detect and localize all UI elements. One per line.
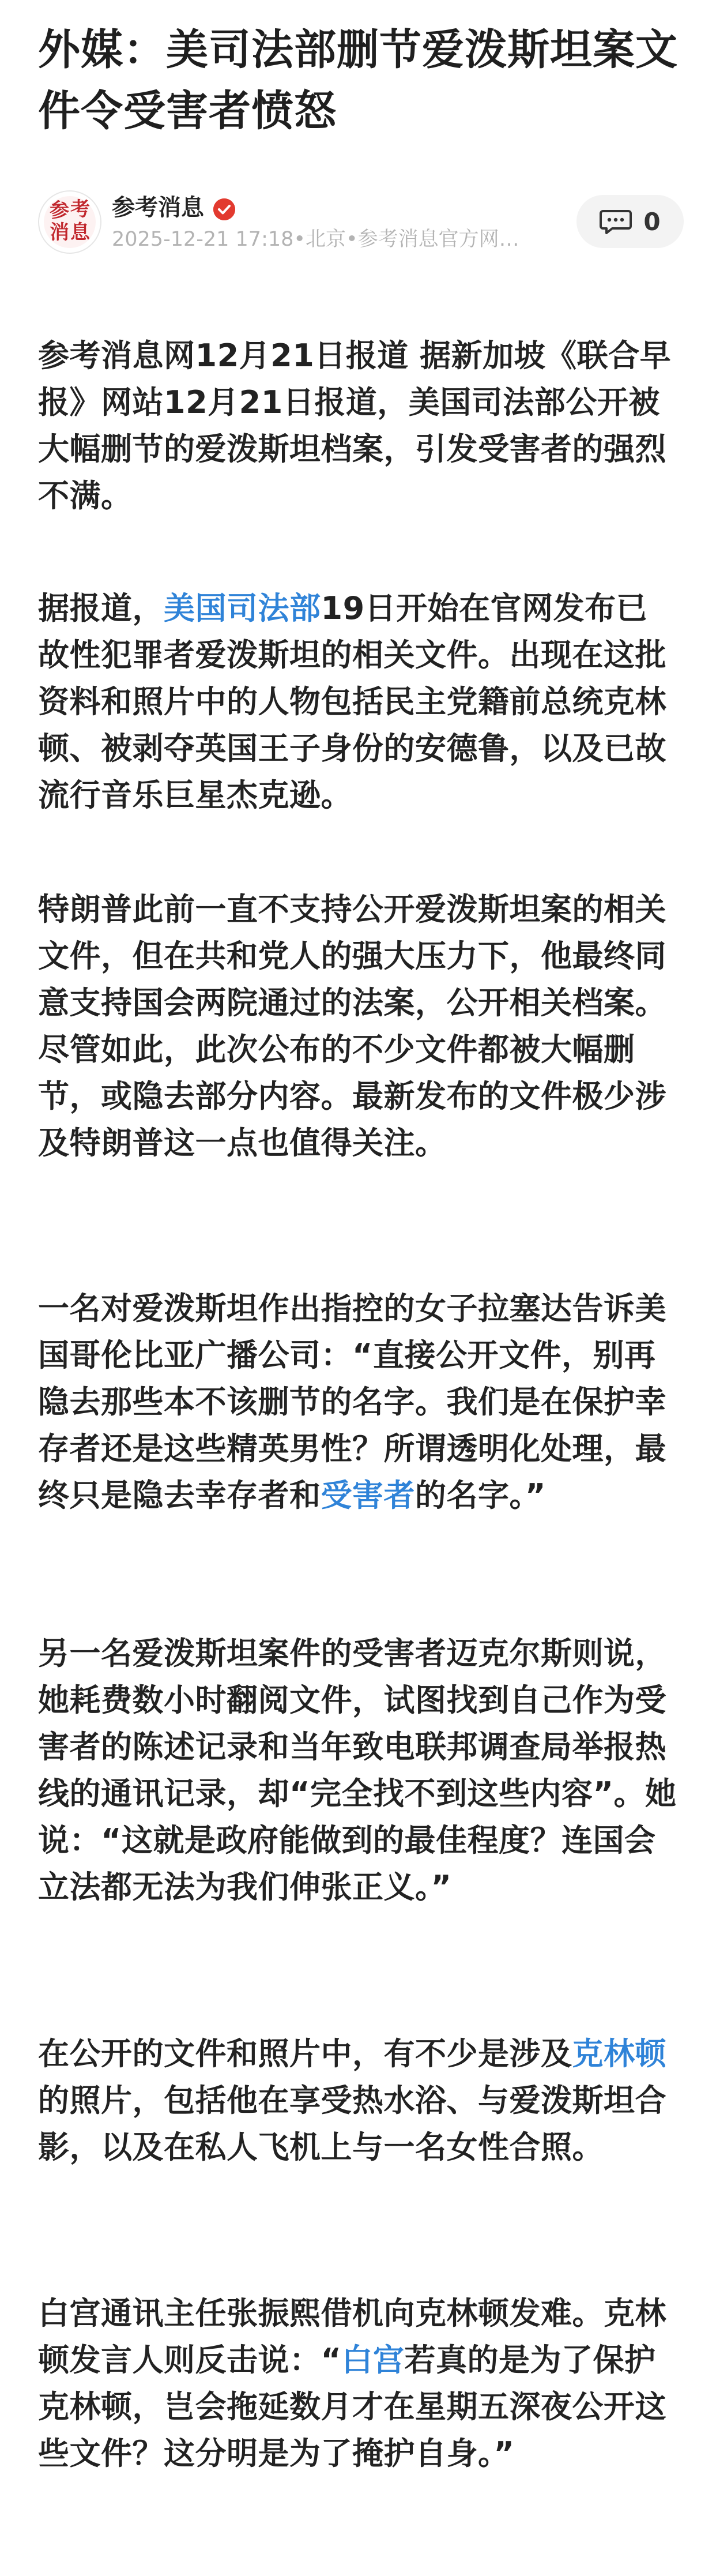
comment-button[interactable] [576, 195, 684, 248]
author-row [38, 190, 684, 255]
paragraph-text: 特朗普此前一直不支持公开爱泼斯坦案的相关文件，但在共和党人的强大压力下，他最终同意支持国会两院通过的法案，公开相关档案。尽管如此，此次公布的不少文件都被大幅删节，或隐去部分内容。最新发布的文件极少涉及特朗普这一点也值得关注。 [38, 891, 666, 1161]
seal-logo [44, 196, 96, 248]
paragraph-text: 19日开始在官网发布已故性犯罪者爱泼斯坦的相关文件。出现在这批资料和照片中的人物包括民主党籍前总统克林顿、被剥夺英国王子身份的安德鲁，以及已故流行音乐巨星杰克逊。 [38, 590, 666, 813]
comment-count: 0 [643, 207, 661, 236]
paragraph-text: 的名字。” [415, 1477, 546, 1514]
paragraph-4 [38, 1285, 678, 1519]
link-doj[interactable]: 美国司法部 [164, 590, 321, 626]
comment-bubble-icon [600, 209, 632, 234]
seal-char-4: 息 [70, 221, 90, 244]
author-name[interactable]: 参考消息 [112, 194, 204, 221]
link-victims[interactable]: 受害者 [321, 1477, 415, 1514]
paragraph-text: 另一名爱泼斯坦案件的受害者迈克尔斯则说，她耗费数小时翻阅文件，试图找到自己作为受害者的陈述记录和当年致电联邦调查局举报热线的通讯记录，却“完全找不到这些内容”。她说：“这就是政府能做到的最佳程度？连国会立法都无法为我们伸张正义。” [38, 1635, 677, 1905]
link-clinton[interactable]: 克林顿 [572, 2036, 666, 2072]
paragraph-2 [38, 585, 678, 818]
seal-char-2: 考 [70, 198, 90, 221]
paragraph-text: 白宫通讯主任张振熙借机向克林顿发难。克林顿发言人则反击说：“ [38, 2295, 666, 2378]
paragraph-text: 据报道， [38, 590, 164, 626]
paragraph-text: 参考消息网12月21日报道 据新加坡《联合早报》网站12月21日报道，美国司法部公开被大幅删节的爱泼斯坦档案，引发受害者的强烈不满。 [38, 337, 672, 514]
paragraph-text: 在公开的文件和照片中，有不少是涉及 [38, 2036, 572, 2072]
link-white-house[interactable]: 白宫 [341, 2342, 405, 2378]
paragraph-5 [38, 1630, 678, 1910]
article-meta: 2025-12-21 17:18•北京•参考消息官方网… [112, 228, 519, 251]
seal-char-1: 参 [50, 199, 69, 222]
paragraph-7 [38, 2290, 678, 2477]
verified-badge-icon [213, 198, 235, 220]
paragraph-text: 一名对爱泼斯坦作出指控的女子拉塞达告诉美国哥伦比亚广播公司：“直接公开文件，别再隐去那些本不该删节的名字。我们是在保护幸存者还是这些精英男性？所谓透明化处理，最终只是隐去幸存者和 [38, 1290, 666, 1514]
paragraph-3 [38, 886, 678, 1166]
article-title: 外媒：美司法部删节爱泼斯坦案文件令受害者愤怒 [38, 25, 678, 136]
paragraph-text: 的照片，包括他在享受热水浴、与爱泼斯坦合影，以及在私人飞机上与一名女性合照。 [38, 2082, 666, 2165]
author-avatar[interactable] [38, 190, 101, 254]
paragraph-6 [38, 2030, 678, 2171]
paragraph-text: 若真的是为了保护克林顿，岂会拖延数月才在星期五深夜公开这些文件？这分明是为了掩护自身。” [38, 2342, 666, 2472]
paragraph-1 [38, 332, 678, 519]
seal-char-3: 消 [50, 221, 69, 244]
